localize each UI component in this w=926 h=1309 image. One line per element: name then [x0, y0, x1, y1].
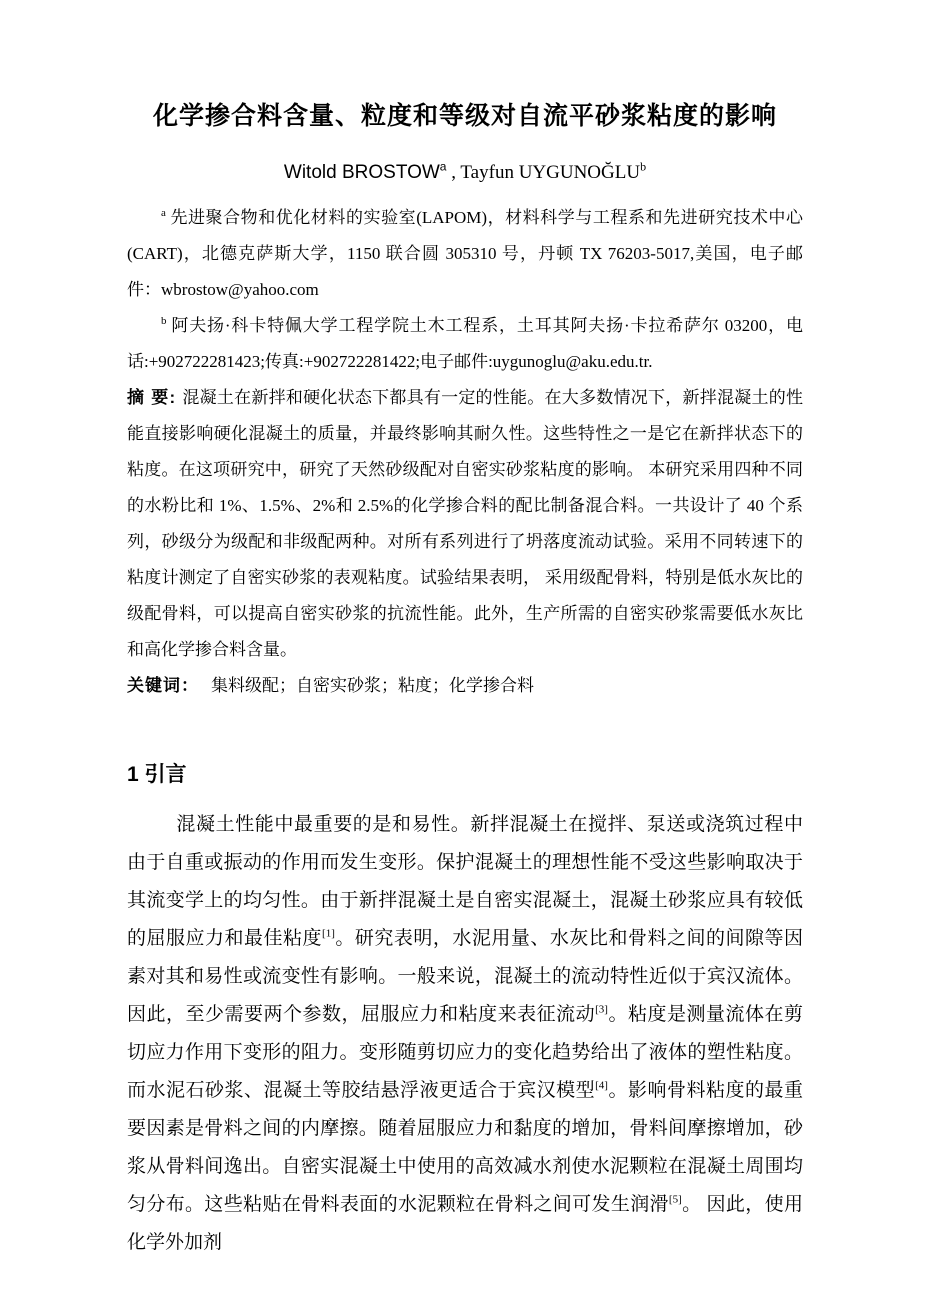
- affiliation-b-mark: b: [161, 315, 167, 328]
- abstract-text: 混凝土在新拌和硬化状态下都具有一定的性能。在大多数情况下，新拌混凝土的性能直接影响硬化混凝土的质量，并最终影响其耐久性。这些特性之一是它在新拌状态下的粘度。在这项研究中，研究了天然砂级配对自密实砂浆粘度的影响。 本研究采用四种不同的水粉比和 1%、1.5%、2%和 2.5%的化学掺合料的配比制备混合料。一共设计了 40 个系列，砂级分为级配和非级配两种。对所有系列进行了坍落度流动试验。采用不同转速下的粘度计测定了自密实砂浆的表观粘度。试验结果表明， 采用级配骨料，特别是低水灰比的级配骨料，可以提高自密实砂浆的抗流性能。此外，生产所需的自密实砂浆需要低水灰比和高化学掺合料含量。: [127, 388, 803, 659]
- author-first-affiliation-mark: a: [439, 159, 447, 174]
- citation-reference: [4]: [595, 1079, 608, 1092]
- affiliation-a: [127, 200, 803, 308]
- affiliation-a-text: 先进聚合物和优化材料的实验室(LAPOM)，材料科学与工程系和先进研究技术中心(CART)，北德克萨斯大学，1150 联合圆 305310 号，丹顿 TX 76203-5017,美国，电子邮件：wbrostow@yahoo.com: [127, 208, 803, 299]
- author-second-affiliation-mark: b: [640, 159, 647, 174]
- paper-title: 化学掺合料含量、粒度和等级对自流平砂浆粘度的影响: [152, 102, 777, 130]
- affiliations-block: [127, 200, 803, 380]
- citation-reference: [1]: [322, 927, 335, 940]
- authors-line: [127, 160, 803, 186]
- affiliation-b: [127, 308, 803, 380]
- keywords-text: 集料级配；自密实砂浆；粘度；化学掺合料: [211, 676, 534, 695]
- citation-reference: [5]: [668, 1193, 682, 1206]
- author-second-name: Tayfun UYGUNOĞLU: [460, 162, 641, 183]
- affiliation-a-mark: a: [161, 207, 166, 220]
- section-1-paragraph: 混凝土性能中最重要的是和易性。新拌混凝土在搅拌、泵送或浇筑过程中由于自重或振动的作用而发生变形。保护混凝土的理想性能不受这些影响取决于其流变学上的均匀性。由于新拌混凝土是自密实混凝土，混凝土砂浆应具有较低的屈服应力和最佳粘度[1]。研究表明，水泥用量、水灰比和骨料之间的间隙等因素对其和易性或流变性有影响。一般来说，混凝土的流动特性近似于宾汉流体。因此，至少需要两个参数，屈服应力和粘度来表征流动[3]。粘度是测量流体在剪切应力作用下变形的阻力。变形随剪切应力的变化趋势给出了液体的塑性粘度。而水泥石砂浆、混凝土等胶结悬浮液更适合于宾汉模型[4]。影响骨料粘度的最重要因素是骨料之间的内摩擦。随着屈服应力和黏度的增加，骨料间摩擦增加，砂浆从骨料间逸出。自密实混凝土中使用的高效减水剂使水泥颗粒在混凝土周围均匀分布。这些粘贴在骨料表面的水泥颗粒在骨料之间可发生润滑[5]。 因此，使用化学外加剂: [127, 814, 803, 1253]
- abstract-label: 摘 要:: [127, 388, 177, 407]
- section-1-heading: 1 引言: [127, 763, 187, 786]
- abstract-paragraph: [127, 380, 803, 668]
- author-first-name: Witold BROSTOW: [283, 162, 440, 183]
- keywords-line: [127, 668, 803, 704]
- keywords-label: 关键词：: [127, 676, 199, 695]
- authors-separator: ,: [446, 162, 461, 183]
- affiliation-b-text: 阿夫扬·科卡特佩大学工程学院土木工程系，土耳其阿夫扬·卡拉希萨尔 03200，电话:+902722281423;传真:+902722281422;电子邮件:uygunoglu@aku.edu.tr.: [127, 316, 803, 371]
- citation-reference: [3]: [595, 1003, 608, 1016]
